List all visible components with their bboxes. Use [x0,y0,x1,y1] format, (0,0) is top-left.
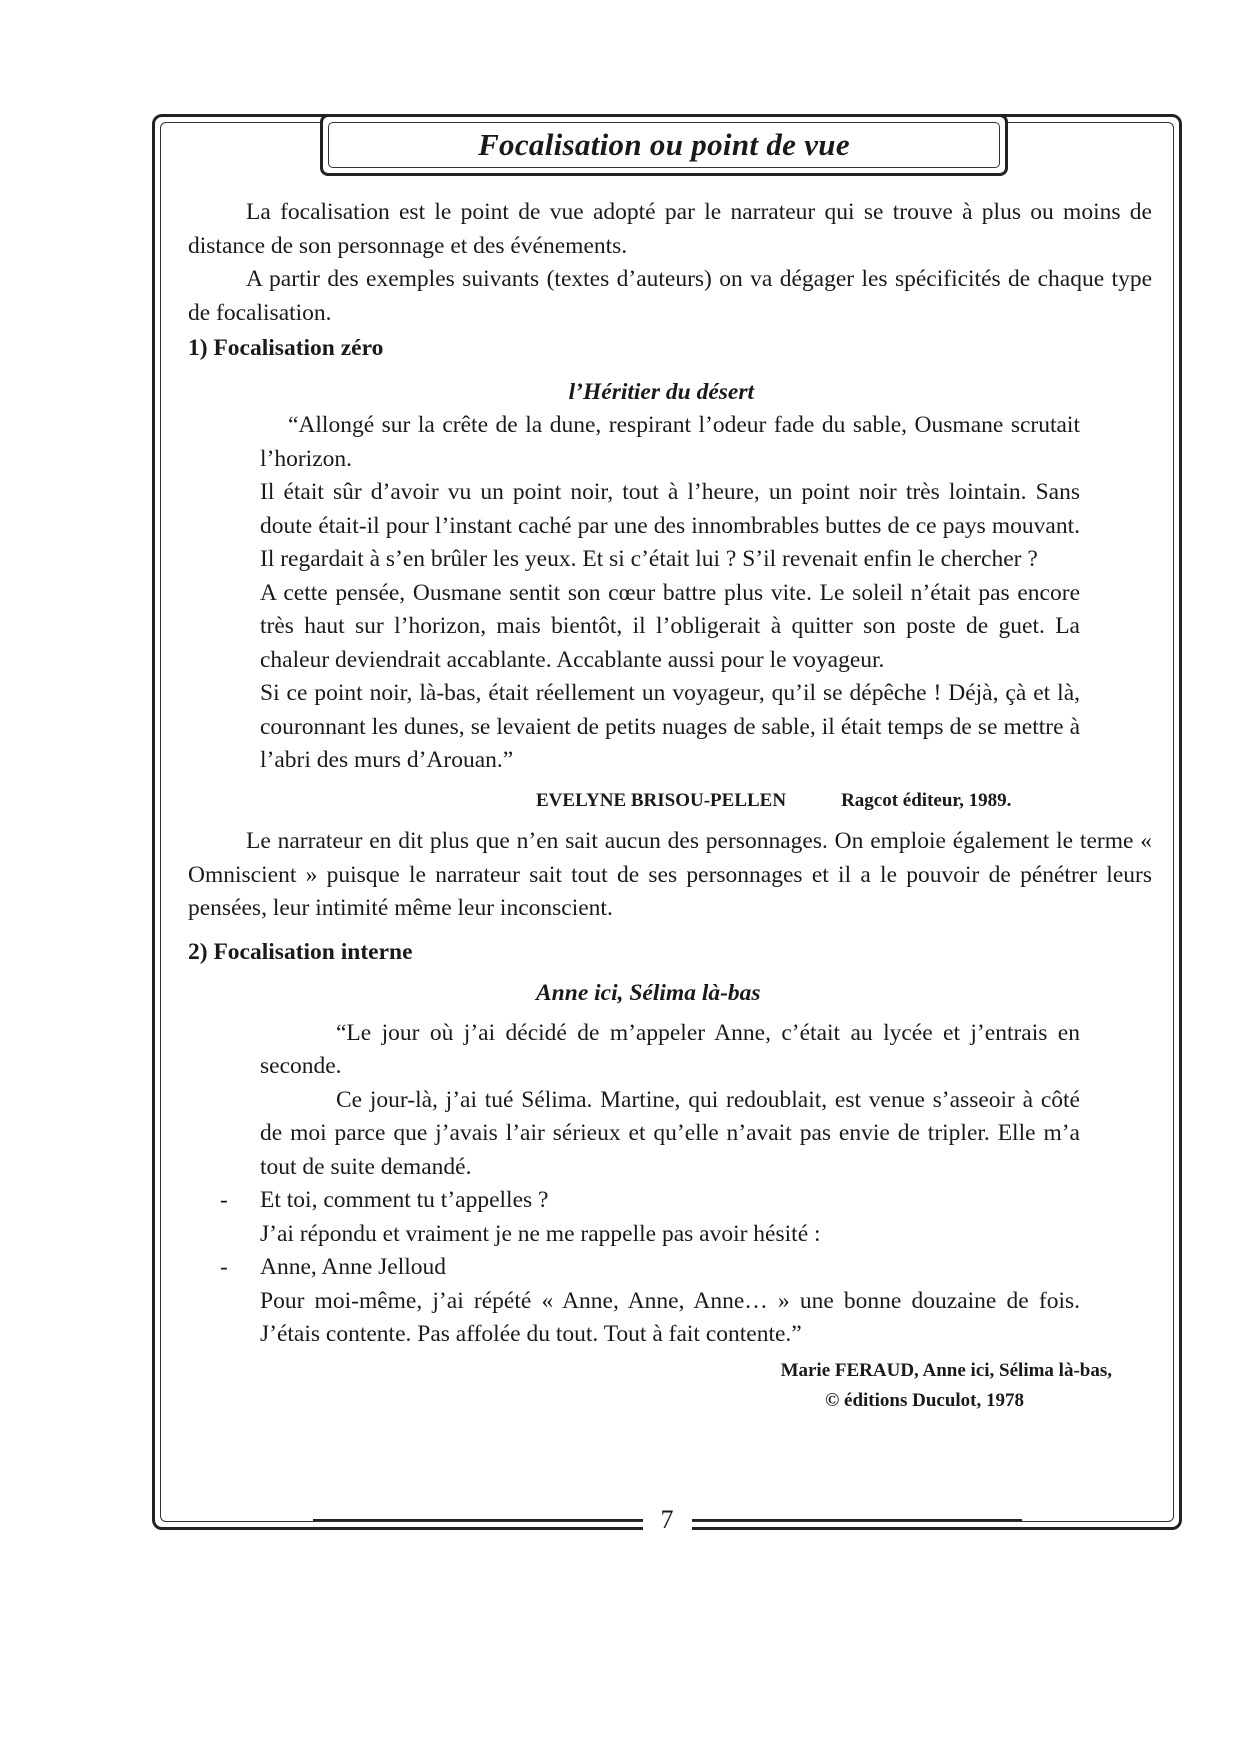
example-title-1: l’Héritier du désert [568,378,754,405]
dialogue-dash: - [220,1187,228,1213]
intro-paragraph-1: La focalisation est le point de vue adopté par le narrateur qui se trouve à plus ou moins de distance de son personnage et des événements. [188,199,1152,259]
footer-rule-left [313,1519,643,1521]
quote-1-paragraph: A cette pensée, Ousmane sentit son cœur battre plus vite. Le soleil n’était pas encore très haut sur l’horizon, mais bientôt, il l’obligerait à quitter son poste de guet. La chaleur deviendrait accablante. Accablante aussi pour le voyageur. [260,579,1080,673]
quote-1-paragraph: Il était sûr d’avoir vu un point noir, tout à l’heure, un point noir très lointain. Sans doute était-il pour l’instant caché par une des innombrables buttes de ce pays mouvant. Il regardait à s’en brûler les yeux. Et si c’était lui ? S’il revenait enfin le chercher ? [260,479,1080,572]
credit-1 [188,784,1152,818]
comment-paragraph: Le narrateur en dit plus que n’en sait aucun des personnages. On emploie également le terme « Omniscient » puisque le narrateur sait tout de ses personnages et il a le pouvoir de pénétrer leurs pensées, leur intimité même leur inconscient. [188,828,1152,921]
credit-publisher: Ragcot éditeur, 1989. [841,789,1012,811]
dialogue-line [220,1184,1080,1218]
footer-rule-right [692,1519,1022,1521]
dialogue-line [220,1251,1080,1285]
dialogue-text: Anne, Anne Jelloud [260,1254,447,1280]
section-heading-1: 1) Focalisation zéro [188,335,384,361]
dialogue-dash: - [220,1254,228,1280]
page-title: Focalisation ou point de vue [478,127,850,162]
quote-1-paragraph: Si ce point noir, là-bas, était réellement un voyageur, qu’il se dépêche ! Déjà, çà et là, couronnant les dunes, se levaient de petits nuages de sable, il était temps de se mettre à l’abri des murs d’Arouan.” [260,680,1080,773]
dialogue-text: Et toi, comment tu t’appelles ? [260,1187,549,1213]
footer [160,1500,1174,1540]
quote-2 [220,1017,1080,1352]
credit-2 [188,1356,1152,1416]
quote-1 [260,409,1080,778]
credit-2-line-1: Marie FERAUD, Anne ici, Sélima là-bas, [780,1359,1112,1381]
quote-2-paragraph: “Le jour où j’ai décidé de m’appeler Anne, c’était au lycée et j’entrais en seconde. [260,1019,1080,1079]
credit-2-line-2: © éditions Duculot, 1978 [825,1389,1024,1411]
intro-paragraph-2: A partir des exemples suivants (textes d’auteurs) on va dégager les spécificités de chaque type de focalisation. [188,266,1152,326]
credit-author: EVELYNE BRISOU-PELLEN [536,789,787,811]
section-heading-2: 2) Focalisation interne [188,938,413,965]
page-number: 7 [643,1505,692,1535]
title-box [320,114,1008,176]
quote-2-paragraph: Pour moi-même, j’ai répété « Anne, Anne, Anne… » une bonne douzaine de fois. J’étais contente. Pas affolée du tout. Tout à fait contente.” [260,1287,1080,1347]
example-title-2: Anne ici, Sélima là-bas [536,980,761,1006]
quote-2-paragraph: J’ai répondu et vraiment je ne me rappelle pas avoir hésité : [260,1220,821,1247]
quote-1-paragraph: “Allongé sur la crête de la dune, respirant l’odeur fade du sable, Ousmane scrutait l’horizon. [260,412,1080,472]
quote-2-paragraph: Ce jour-là, j’ai tué Sélima. Martine, qui redoublait, est venue s’asseoir à côté de moi parce que j’avais l’air sérieux et qu’elle n’avait pas envie de tripler. Elle m’a tout de suite demandé. [260,1086,1080,1180]
content [188,196,1152,1416]
